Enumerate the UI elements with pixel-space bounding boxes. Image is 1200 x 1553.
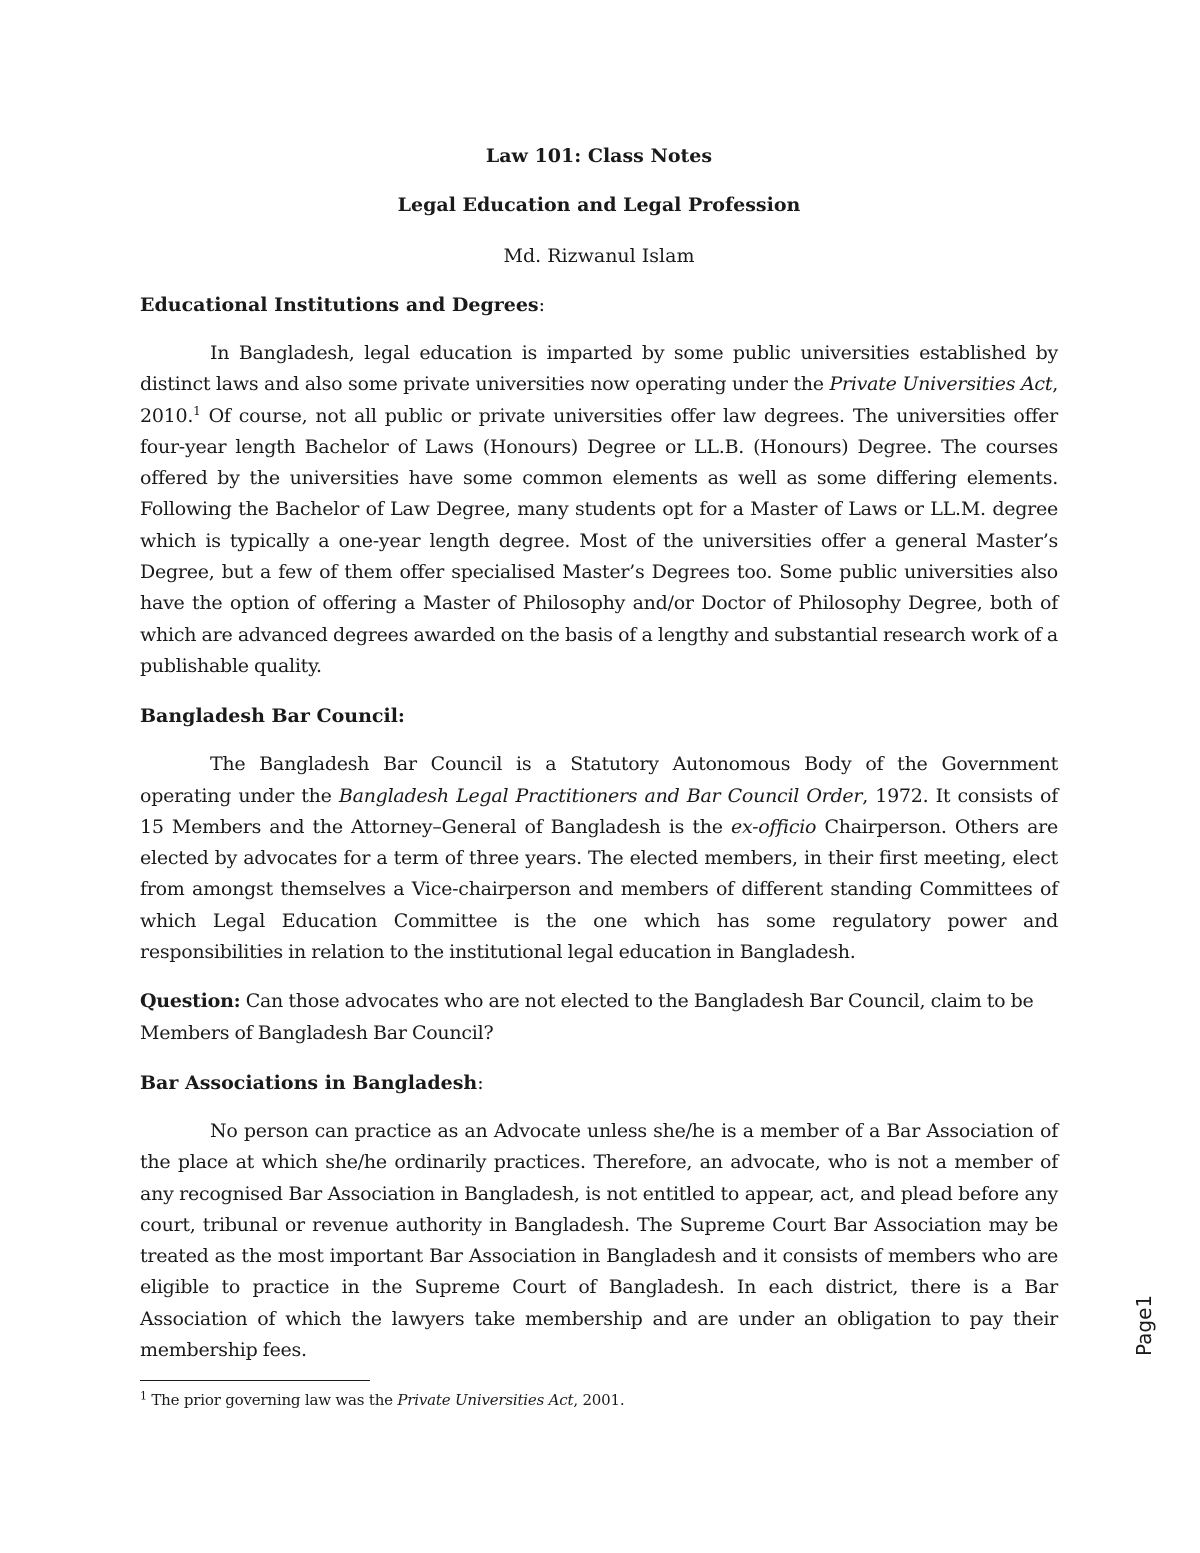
footnote-separator (140, 1380, 370, 1381)
paragraph-bar-council: The Bangladesh Bar Council is a Statutory Autonomous Body of the Government operating under the Bangladesh Legal Practitioners and Bar Council Order, 1972. It consists of 15 Members and the Attorney–General of Bangladesh is the ex-officio Chairperson. Others are elected by advocates for a term of three years. The elected members, in their first meeting, elect from amongst themselves a Vice-chairperson and members of different standing Committees of which Legal Education Committee is the one which has some regulatory power and responsibilities in relation to the institutional legal education in Bangladesh. (140, 753, 1058, 964)
section-heading-education: Educational Institutions and Degrees: (140, 294, 546, 316)
order-title: Bangladesh Legal Practitioners and Bar Council Order (338, 784, 863, 807)
question-paragraph: Question: Can those advocates who are not elected to the Bangladesh Bar Council, claim to be Members of Bangladesh Bar Council? (140, 990, 1034, 1044)
page-number-label: Page1 (1132, 1294, 1156, 1356)
ex-officio-term: ex-officio (730, 815, 817, 838)
footnote-act-title: Private Universities Act (397, 1391, 574, 1409)
footnote-number: 1 (140, 1389, 147, 1403)
paragraph-bar-associations: No person can practice as an Advocate unless she/he is a member of a Bar Association of the place at which she/he ordinarily practices. Therefore, an advocate, who is not a member of any recognised Bar Association in Bangladesh, is not entitled to appear, act, and plead before any court, tribunal or revenue authority in Bangladesh. The Supreme Court Bar Association may be treated as the most important Bar Association in Bangladesh and it consists of members who are eligible to practice in the Supreme Court of Bangladesh. In each district, there is a Bar Association of which the lawyers take membership and are under an obligation to pay their membership fees. (140, 1119, 1058, 1362)
topic-title: Legal Education and Legal Profession (397, 194, 801, 216)
section-heading-bar-council: Bangladesh Bar Council: (140, 705, 405, 728)
footnote: $^1$ The prior governing law was the Private Universities Act, 2001. (140, 1389, 625, 1409)
document-page (140, 140, 1058, 1384)
author-name: Md. Rizwanul Islam (503, 245, 695, 267)
footnote-ref[interactable]: 1 (193, 403, 201, 418)
section-heading-bar-associations: Bar Associations in Bangladesh: (140, 1071, 484, 1094)
question-label: Question: (140, 990, 241, 1013)
paragraph-education: In Bangladesh, legal education is imparted by some public universities established by distinct laws and also some private universities now operating under the Private Universities Act, 2010.$^1$ Of course, not all public or private universities offer law degrees. The universities offer four-year length Bachelor of Laws (Honours) Degree or LL.B. (Honours) Degree. The courses offered by the universities have some common elements as well as some differing elements. Following the Bachelor of Law Degree, many students opt for a Master of Laws or LL.M. degree which is typically a one-year length degree. Most of the universities offer a general Master’s Degree, but a few of them offer specialised Master’s Degrees too. Some public universities also have the option of offering a Master of Philosophy and/or Doctor of Philosophy Degree, both of which are advanced degrees awarded on the basis of a lengthy and substantial research work of a publishable quality. (140, 342, 1058, 677)
course-title: Law 101: Class Notes (485, 145, 713, 167)
act-title: Private Universities Act (829, 373, 1053, 396)
